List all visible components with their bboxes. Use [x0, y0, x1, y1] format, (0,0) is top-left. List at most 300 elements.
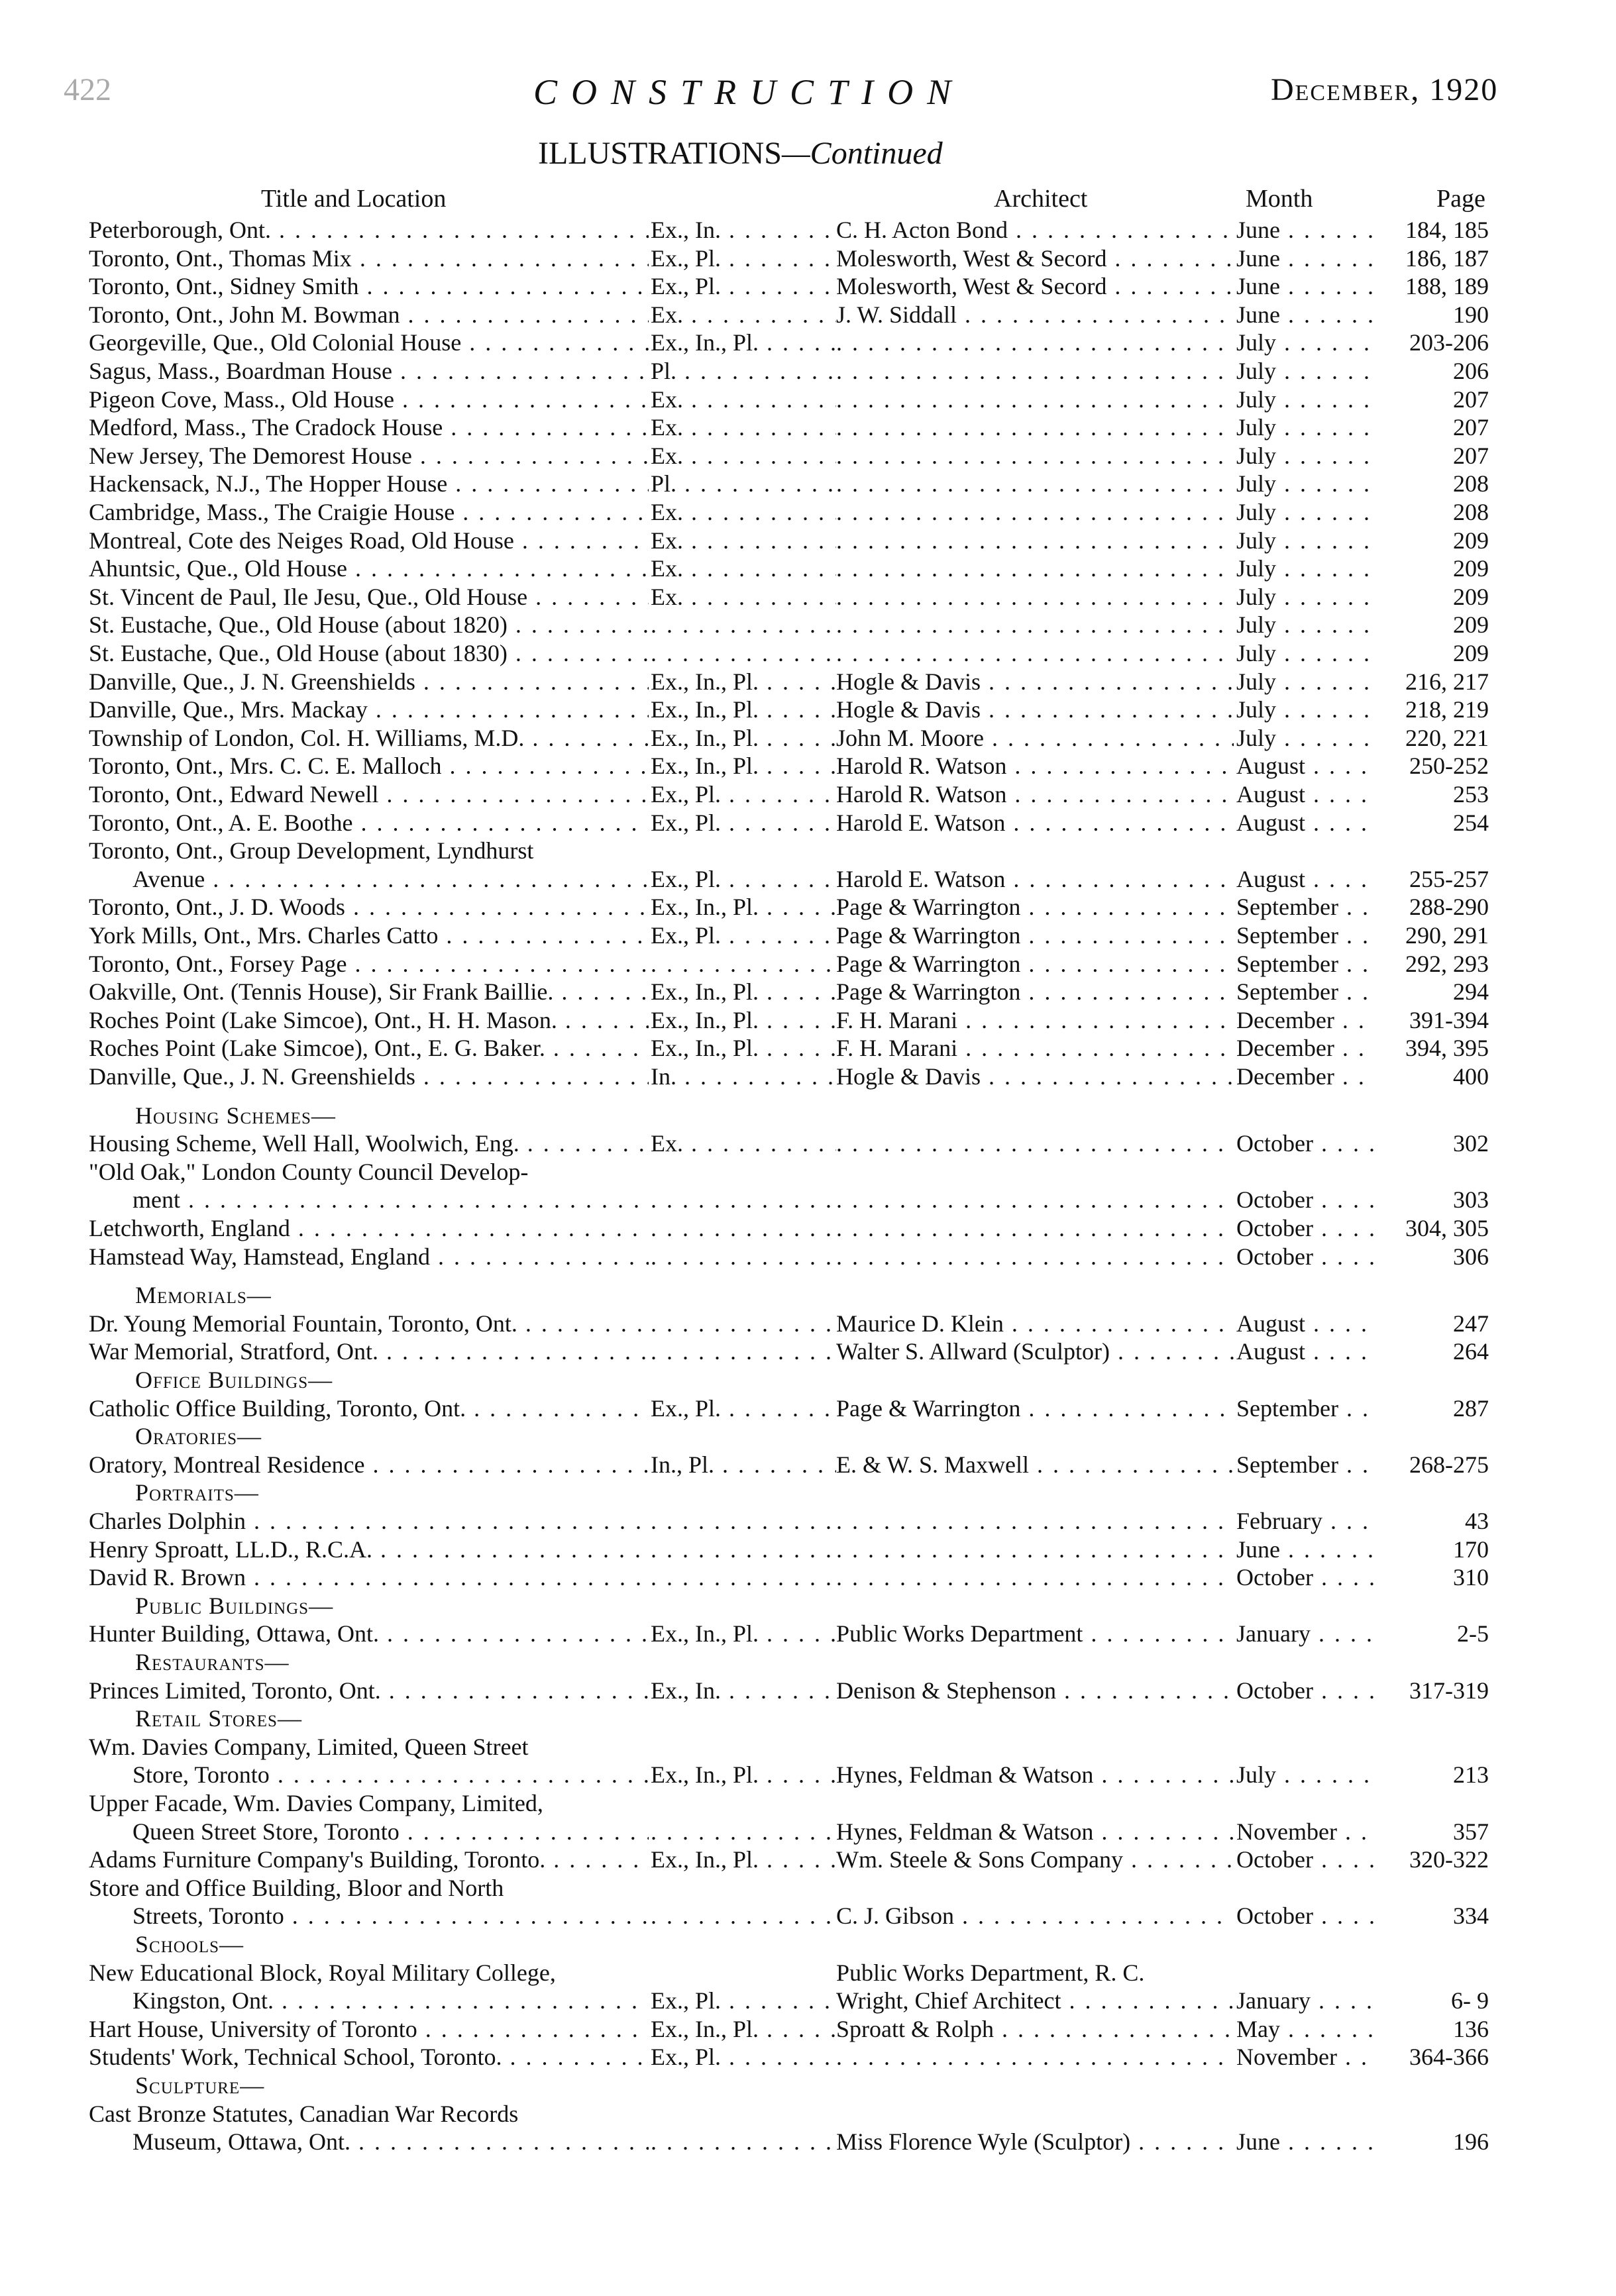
index-row: [0, 1677, 1616, 1705]
entry-page: 247: [1453, 1310, 1489, 1337]
entry-title: Toronto, Ont., J. D. Woods . . .: [89, 893, 649, 921]
entry-page: 207: [1453, 386, 1489, 413]
entry-page: 136: [1453, 2016, 1489, 2042]
entry-page: 208: [1453, 499, 1489, 525]
entry-month: July . . .: [1236, 583, 1375, 611]
entry-month: July . . .: [1236, 329, 1375, 356]
entry-page: 213: [1453, 1761, 1489, 1788]
index-row: [0, 1451, 1616, 1479]
entry-architect: Harold R. Watson . . .: [836, 780, 1234, 808]
entry-page: 310: [1453, 1564, 1489, 1591]
entry-page: 254: [1453, 809, 1489, 836]
entry-month: July . . .: [1236, 527, 1375, 554]
category-heading: [0, 1102, 1616, 1130]
index-row: [0, 1129, 1616, 1158]
entry-architect: Page & Warrington . . .: [836, 893, 1234, 921]
entry-page: 317-319: [1409, 1677, 1489, 1704]
entry-page: 209: [1453, 555, 1489, 582]
entry-title: Toronto, Ont., Group Development, Lyndhurst: [89, 837, 534, 864]
entry-title: Hamstead Way, Hamstead, England . . .: [89, 1243, 649, 1271]
section-title: [538, 135, 943, 172]
index-row: [0, 1563, 1616, 1592]
entry-title: St. Eustache, Que., Old House (about 1830) . . .: [89, 639, 649, 667]
entry-month: June . . .: [1236, 2128, 1375, 2156]
entry-page: 206: [1453, 358, 1489, 384]
entry-title: Catholic Office Building, Toronto, Ont. . . .: [89, 1394, 649, 1422]
entry-page: 306: [1453, 1243, 1489, 1270]
index-row: [0, 554, 1616, 583]
entry-illustration-type: [651, 1243, 836, 1271]
entry-month: June . . .: [1236, 244, 1375, 272]
entry-month: June . . .: [1236, 1536, 1375, 1563]
entry-month: July . . .: [1236, 442, 1375, 470]
index-row: [0, 950, 1616, 978]
index-row: [0, 1063, 1616, 1091]
index-row: [0, 1818, 1616, 1846]
entry-title: Danville, Que., J. N. Greenshields . . .: [89, 668, 649, 696]
entry-architect: [836, 1214, 1234, 1242]
index-row: [0, 1507, 1616, 1536]
entry-month: July . . .: [1236, 611, 1375, 639]
entry-month: July . . .: [1236, 470, 1375, 497]
entry-illustration-type: Ex. . . .: [651, 442, 836, 470]
entry-title: New Educational Block, Royal Military College,: [89, 1959, 556, 1986]
entry-illustration-type: Ex., In., Pl. . . .: [651, 1846, 836, 1873]
entry-architect: [836, 1129, 1234, 1157]
entry-architect: Miss Florence Wyle (Sculptor) . . .: [836, 2128, 1234, 2156]
entry-page: 320-322: [1409, 1846, 1489, 1873]
entry-title: David R. Brown . . .: [89, 1563, 649, 1591]
entry-illustration-type: Ex., Pl. . . .: [651, 1987, 836, 2014]
index-row: [0, 1034, 1616, 1063]
entry-page: 6- 9: [1451, 1987, 1489, 2014]
entry-title: Store and Office Building, Bloor and North: [89, 1875, 504, 1901]
category-heading: [0, 1479, 1616, 1507]
entry-month: October . . .: [1236, 1563, 1375, 1591]
entry-architect: [836, 470, 1234, 497]
entry-illustration-type: Ex., Pl. . . .: [651, 921, 836, 949]
entry-illustration-type: Ex., Pl. . . .: [651, 780, 836, 808]
entry-month: July . . .: [1236, 1761, 1375, 1789]
entry-page: 357: [1453, 1818, 1489, 1845]
entry-title: Hart House, University of Toronto . . .: [89, 2015, 649, 2043]
entry-illustration-type: Ex., In., Pl. . . .: [651, 329, 836, 356]
entry-title: Princes Limited, Toronto, Ont. . . .: [89, 1677, 649, 1704]
entry-page: 207: [1453, 414, 1489, 441]
entry-month: October . . .: [1236, 1846, 1375, 1873]
entry-month: July . . .: [1236, 413, 1375, 441]
entry-page: 292, 293: [1405, 951, 1489, 977]
entry-illustration-type: Ex., Pl. . . .: [651, 244, 836, 272]
entry-page: 304, 305: [1405, 1215, 1489, 1241]
entry-page: 186, 187: [1405, 245, 1489, 272]
entry-illustration-type: [651, 639, 836, 667]
index-row: [0, 2015, 1616, 2044]
index-row: [0, 780, 1616, 809]
entry-month: September . . .: [1236, 1451, 1375, 1479]
entry-title: War Memorial, Stratford, Ont. . . .: [89, 1337, 649, 1365]
entry-illustration-type: Ex., In., Pl. . . .: [651, 724, 836, 752]
entry-architect: [836, 1186, 1234, 1214]
entry-architect: [836, 1563, 1234, 1591]
entry-title: St. Eustache, Que., Old House (about 1820) . . .: [89, 611, 649, 639]
entry-page: 287: [1453, 1395, 1489, 1422]
entry-architect: [836, 583, 1234, 611]
entry-architect: [836, 611, 1234, 639]
entry-page: 302: [1453, 1130, 1489, 1157]
entry-month: February . . .: [1236, 1507, 1375, 1535]
category-heading-label: Schools—: [135, 1931, 244, 1957]
entry-architect: [836, 442, 1234, 470]
entry-title: Danville, Que., Mrs. Mackay . . .: [89, 696, 649, 723]
entry-page: 250-252: [1409, 753, 1489, 779]
entry-architect: Page & Warrington . . .: [836, 950, 1234, 978]
entry-title: Sagus, Mass., Boardman House . . .: [89, 357, 649, 385]
category-heading: [0, 1704, 1616, 1733]
category-heading-label: Office Buildings—: [135, 1367, 333, 1393]
entry-page: 2-5: [1457, 1620, 1489, 1647]
entry-title: Oakville, Ont. (Tennis House), Sir Frank Baillie. . . .: [89, 978, 649, 1006]
index-row: [0, 527, 1616, 555]
index-row: [0, 2128, 1616, 2156]
column-header-page: Page: [1436, 185, 1485, 213]
entry-title: Toronto, Ont., Thomas Mix . . .: [89, 244, 649, 272]
entry-architect: Wm. Steele & Sons Company . . .: [836, 1846, 1234, 1873]
index-row: [0, 470, 1616, 498]
entry-architect: E. & W. S. Maxwell . . .: [836, 1451, 1234, 1479]
index-row: [0, 498, 1616, 527]
index-row: [0, 837, 1616, 865]
entry-title: Letchworth, England . . .: [89, 1214, 649, 1242]
entry-month: September . . .: [1236, 978, 1375, 1006]
category-heading: [0, 1422, 1616, 1451]
index-row: [0, 1761, 1616, 1789]
entry-architect: C. H. Acton Bond . . .: [836, 216, 1234, 244]
category-heading: [0, 2071, 1616, 2100]
entry-title: Store, Toronto . . .: [133, 1761, 649, 1789]
entry-architect: [836, 386, 1234, 413]
category-heading: [0, 1592, 1616, 1620]
index-row: [0, 413, 1616, 442]
entry-architect: Page & Warrington . . .: [836, 921, 1234, 949]
index-row: [0, 639, 1616, 668]
category-heading-label: Oratories—: [135, 1423, 262, 1449]
entry-architect: Harold R. Watson . . .: [836, 752, 1234, 780]
index-row: [0, 272, 1616, 301]
index-row: [0, 583, 1616, 611]
index-row: [0, 1789, 1616, 1818]
entry-month: October . . .: [1236, 1214, 1375, 1242]
entry-architect: F. H. Marani . . .: [836, 1034, 1234, 1062]
entry-page: 170: [1453, 1536, 1489, 1563]
entry-illustration-type: Ex., Pl. . . .: [651, 809, 836, 837]
entry-illustration-type: [651, 2128, 836, 2156]
index-row: [0, 1536, 1616, 1564]
entry-page: 220, 221: [1405, 725, 1489, 751]
index-row: [0, 978, 1616, 1006]
entry-illustration-type: Ex., In. . . .: [651, 1677, 836, 1704]
index-row: [0, 1846, 1616, 1874]
entry-illustration-type: Ex. . . .: [651, 413, 836, 441]
category-heading-label: Memorials—: [135, 1282, 272, 1308]
section-title-continued: —Continued: [782, 136, 943, 171]
entry-month: September . . .: [1236, 893, 1375, 921]
entry-architect: Denison & Stephenson . . .: [836, 1677, 1234, 1704]
index-row: [0, 1243, 1616, 1271]
entry-month: August . . .: [1236, 809, 1375, 837]
entry-month: July . . .: [1236, 498, 1375, 526]
index-row: [0, 442, 1616, 470]
index-row: [0, 1874, 1616, 1903]
entry-illustration-type: Ex. . . .: [651, 301, 836, 329]
index-row: [0, 1006, 1616, 1035]
entry-illustration-type: Ex., In., Pl. . . .: [651, 1006, 836, 1034]
entry-page: 190: [1453, 301, 1489, 328]
entry-title: Toronto, Ont., John M. Bowman . . .: [89, 301, 649, 329]
entry-page: 391-394: [1409, 1007, 1489, 1033]
entry-title: Toronto, Ont., Forsey Page . . .: [89, 950, 649, 978]
entry-title: St. Vincent de Paul, Ile Jesu, Que., Old House . . .: [89, 583, 649, 611]
entry-page: 303: [1453, 1186, 1489, 1213]
entry-architect: [836, 1243, 1234, 1271]
entry-illustration-type: Ex., In., Pl. . . .: [651, 696, 836, 723]
entry-title: Toronto, Ont., Sidney Smith . . .: [89, 272, 649, 300]
entry-page: 334: [1453, 1903, 1489, 1929]
entry-illustration-type: [651, 1902, 836, 1930]
entry-month: July . . .: [1236, 386, 1375, 413]
entry-month: June . . .: [1236, 272, 1375, 300]
index-row: [0, 244, 1616, 273]
entry-architect: Walter S. Allward (Sculptor) . . .: [836, 1337, 1234, 1365]
entry-title: Museum, Ottawa, Ont. . . .: [133, 2128, 649, 2156]
magazine-title: CONSTRUCTION: [533, 72, 965, 112]
entry-illustration-type: [651, 1563, 836, 1591]
entry-page: 43: [1465, 1508, 1489, 1534]
entry-month: November . . .: [1236, 2043, 1375, 2071]
entry-architect: Page & Warrington . . .: [836, 978, 1234, 1006]
entry-architect: Hogle & Davis . . .: [836, 668, 1234, 696]
entry-title: Medford, Mass., The Cradock House . . .: [89, 413, 649, 441]
index-row: [0, 357, 1616, 386]
index-row: [0, 668, 1616, 696]
index-row: [0, 724, 1616, 753]
entry-page: 268-275: [1409, 1451, 1489, 1478]
entry-architect: [836, 413, 1234, 441]
index-row: [0, 696, 1616, 724]
entry-title: Roches Point (Lake Simcoe), Ont., E. G. Baker. . . .: [89, 1034, 649, 1062]
entry-month: July . . .: [1236, 696, 1375, 723]
category-heading: [0, 1930, 1616, 1959]
entry-month: September . . .: [1236, 950, 1375, 978]
entry-illustration-type: Ex., In., Pl. . . .: [651, 1034, 836, 1062]
entry-title: Kingston, Ont. . . .: [133, 1987, 649, 2014]
entry-illustration-type: Ex. . . .: [651, 1129, 836, 1157]
entry-illustration-type: In., Pl. . . .: [651, 1451, 836, 1479]
entry-month: August . . .: [1236, 865, 1375, 893]
entry-architect: Page & Warrington . . .: [836, 1394, 1234, 1422]
entry-title: Students' Work, Technical School, Toronto. . . .: [89, 2043, 649, 2071]
index-row: [0, 1158, 1616, 1186]
entry-illustration-type: [651, 1337, 836, 1365]
entry-month: October . . .: [1236, 1677, 1375, 1704]
entry-page: 203-206: [1409, 329, 1489, 356]
entry-page: 218, 219: [1405, 696, 1489, 723]
entry-month: October . . .: [1236, 1243, 1375, 1271]
entry-month: December . . .: [1236, 1006, 1375, 1034]
entry-title: Hunter Building, Ottawa, Ont. . . .: [89, 1620, 649, 1647]
entry-title: Queen Street Store, Toronto . . .: [133, 1818, 649, 1846]
entry-title: Georgeville, Que., Old Colonial House . . .: [89, 329, 649, 356]
index-row: [0, 752, 1616, 780]
entry-illustration-type: [651, 1818, 836, 1846]
entry-month: August . . .: [1236, 1337, 1375, 1365]
entry-month: October . . .: [1236, 1186, 1375, 1214]
entry-month: October . . .: [1236, 1129, 1375, 1157]
entry-architect: Maurice D. Klein . . .: [836, 1310, 1234, 1337]
index-row: [0, 216, 1616, 244]
entry-page: 216, 217: [1405, 668, 1489, 695]
index-row: [0, 1394, 1616, 1423]
entry-architect: [836, 1536, 1234, 1563]
entry-page: 184, 185: [1405, 217, 1489, 243]
entry-architect: Hogle & Davis . . .: [836, 696, 1234, 723]
entry-month: October . . .: [1236, 1902, 1375, 1930]
page-number: 422: [64, 72, 111, 107]
column-headers: [0, 184, 1616, 215]
entry-architect: Sproatt & Rolph . . .: [836, 2015, 1234, 2043]
entry-title: Oratory, Montreal Residence . . .: [89, 1451, 649, 1479]
entry-title: Ahuntsic, Que., Old House . . .: [89, 554, 649, 582]
entry-title: Roches Point (Lake Simcoe), Ont., H. H. Mason. . . .: [89, 1006, 649, 1034]
entry-month: August . . .: [1236, 752, 1375, 780]
entry-illustration-type: [651, 1214, 836, 1242]
entry-title: "Old Oak," London County Council Develop-: [89, 1159, 529, 1185]
entry-month: January . . .: [1236, 1620, 1375, 1647]
entry-architect: [836, 1507, 1234, 1535]
entry-illustration-type: Ex., In., Pl. . . .: [651, 1761, 836, 1789]
entry-architect: [836, 527, 1234, 554]
index-row: [0, 809, 1616, 837]
entry-illustration-type: Ex., Pl. . . .: [651, 1394, 836, 1422]
index-row: [0, 893, 1616, 921]
entry-illustration-type: [651, 1310, 836, 1337]
entry-page: 400: [1453, 1063, 1489, 1090]
index-row: [0, 1987, 1616, 2015]
entry-title: Montreal, Cote des Neiges Road, Old House . . .: [89, 527, 649, 554]
entry-title: Henry Sproatt, LL.D., R.C.A. . . .: [89, 1536, 649, 1563]
entry-month: May . . .: [1236, 2015, 1375, 2043]
entry-illustration-type: Ex., Pl. . . .: [651, 272, 836, 300]
entry-title: Streets, Toronto . . .: [133, 1902, 649, 1930]
index-row: [0, 329, 1616, 357]
index-row: [0, 1902, 1616, 1930]
index-row: [0, 386, 1616, 414]
entry-illustration-type: [651, 1186, 836, 1214]
entry-architect: Harold E. Watson . . .: [836, 865, 1234, 893]
entry-title: Toronto, Ont., A. E. Boothe . . .: [89, 809, 649, 837]
category-heading: [0, 1281, 1616, 1310]
entry-page: 196: [1453, 2128, 1489, 2155]
index-row: [0, 1337, 1616, 1366]
entry-page: 209: [1453, 640, 1489, 666]
entry-title: Danville, Que., J. N. Greenshields . . .: [89, 1063, 649, 1090]
index-row: [0, 921, 1616, 950]
entry-architect: [836, 498, 1234, 526]
entry-title: Dr. Young Memorial Fountain, Toronto, Ont. . . .: [89, 1310, 649, 1337]
index-row: [0, 1214, 1616, 1243]
entry-title: Township of London, Col. H. Williams, M.D. . . .: [89, 724, 649, 752]
entry-month: November . . .: [1236, 1818, 1375, 1846]
category-heading: [0, 1648, 1616, 1677]
entry-architect: [836, 639, 1234, 667]
index-row: [0, 2043, 1616, 2071]
category-heading-label: Restaurants—: [135, 1649, 290, 1675]
index-row: [0, 1959, 1616, 1987]
entry-architect: Molesworth, West & Secord . . .: [836, 244, 1234, 272]
index-row: [0, 1186, 1616, 1214]
entry-architect: Hogle & Davis . . .: [836, 1063, 1234, 1090]
entry-title: Hackensack, N.J., The Hopper House . . .: [89, 470, 649, 497]
entry-architect: F. H. Marani . . .: [836, 1006, 1234, 1034]
category-heading-label: Retail Stores—: [135, 1705, 302, 1732]
entry-month: June . . .: [1236, 301, 1375, 329]
entry-page: 364-366: [1409, 2044, 1489, 2070]
entry-architect: Hynes, Feldman & Watson . . .: [836, 1818, 1234, 1846]
entry-month: September . . .: [1236, 1394, 1375, 1422]
entry-month: June . . .: [1236, 216, 1375, 244]
entry-illustration-type: Ex., In., Pl. . . .: [651, 2015, 836, 2043]
entry-architect: [836, 357, 1234, 385]
column-header-month: Month: [1246, 185, 1313, 213]
entry-title: Toronto, Ont., Mrs. C. C. E. Malloch . . .: [89, 752, 649, 780]
entry-title: Peterborough, Ont. . . .: [89, 216, 649, 244]
entry-illustration-type: Pl. . . .: [651, 357, 836, 385]
entry-title: ment . . .: [133, 1186, 649, 1214]
column-header-title: Title and Location: [261, 185, 447, 213]
entry-architect: Public Works Department . . .: [836, 1620, 1234, 1647]
entry-month: September . . .: [1236, 921, 1375, 949]
entry-illustration-type: Ex. . . .: [651, 498, 836, 526]
entry-page: 255-257: [1409, 866, 1489, 892]
entry-title: New Jersey, The Demorest House . . .: [89, 442, 649, 470]
entry-month: January . . .: [1236, 1987, 1375, 2014]
entry-illustration-type: [651, 1507, 836, 1535]
category-heading-label: Housing Schemes—: [135, 1102, 336, 1129]
entry-illustration-type: Ex. . . .: [651, 554, 836, 582]
index-row: [0, 1310, 1616, 1338]
entry-title: Pigeon Cove, Mass., Old House . . .: [89, 386, 649, 413]
index-row: [0, 2100, 1616, 2128]
entry-illustration-type: [651, 950, 836, 978]
category-heading-label: Sculpture—: [135, 2072, 265, 2099]
entry-architect: Public Works Department, R. C.: [836, 1959, 1145, 1986]
entry-illustration-type: Pl. . . .: [651, 470, 836, 497]
index-row: [0, 611, 1616, 639]
entry-architect: [836, 554, 1234, 582]
entry-page: 207: [1453, 443, 1489, 469]
entry-page: 288-290: [1409, 894, 1489, 920]
index-row: [0, 865, 1616, 894]
entry-illustration-type: Ex. . . .: [651, 583, 836, 611]
entry-illustration-type: In. . . .: [651, 1063, 836, 1090]
entry-month: August . . .: [1236, 1310, 1375, 1337]
entry-page: 208: [1453, 470, 1489, 497]
entry-illustration-type: Ex., Pl. . . .: [651, 2043, 836, 2071]
entry-illustration-type: Ex., In., Pl. . . .: [651, 978, 836, 1006]
entry-architect: Harold E. Watson . . .: [836, 809, 1234, 837]
entry-page: 188, 189: [1405, 273, 1489, 299]
entry-title: Charles Dolphin . . .: [89, 1507, 649, 1535]
